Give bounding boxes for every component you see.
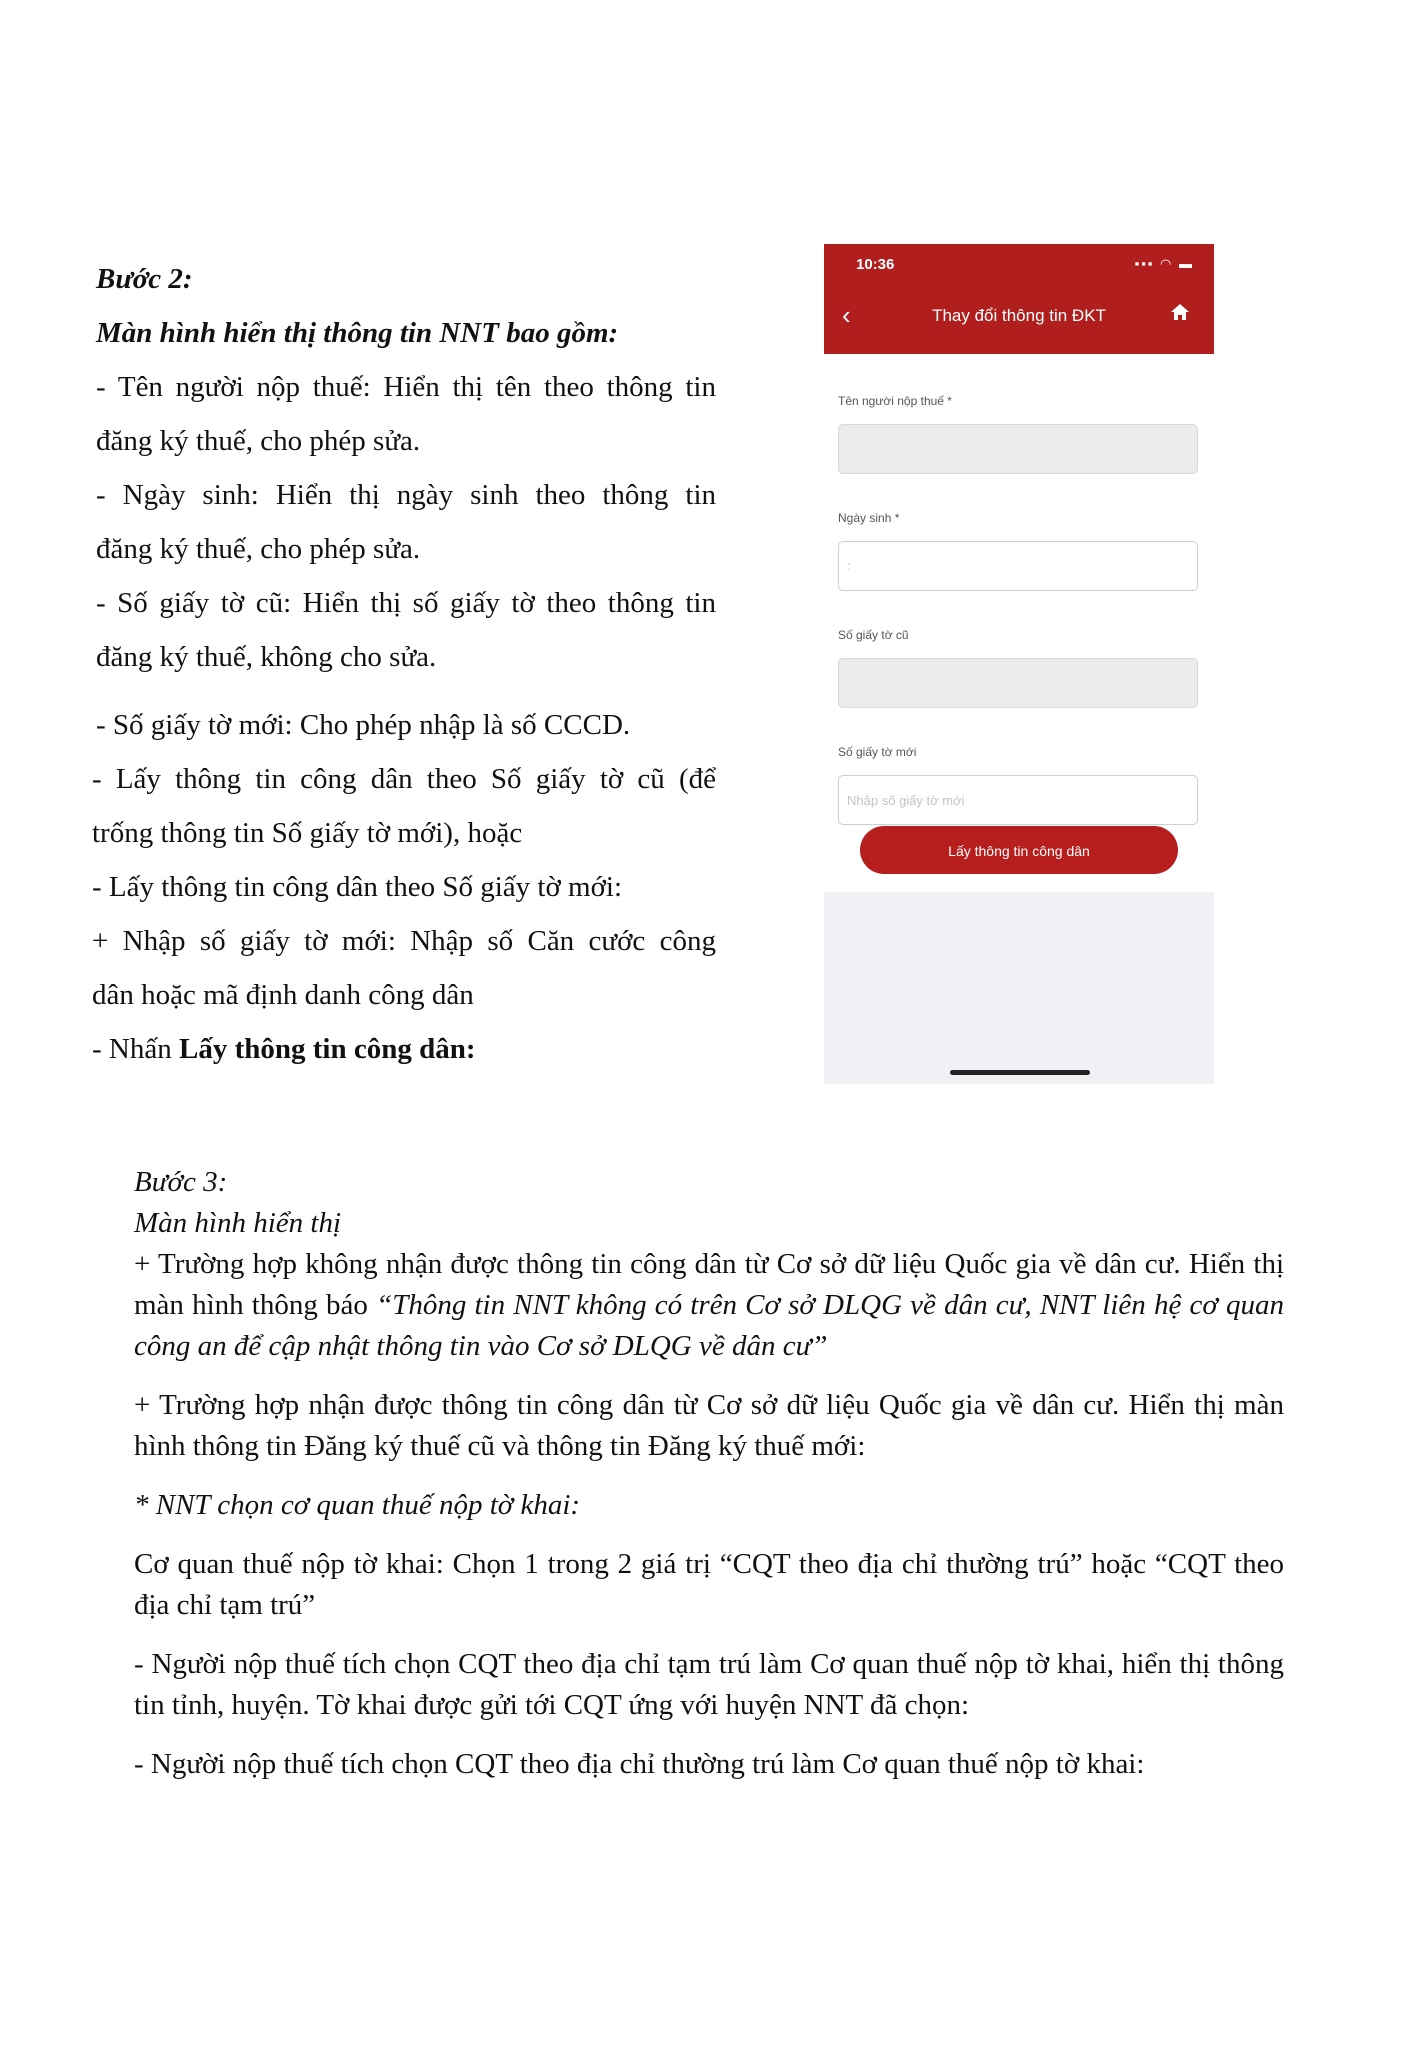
empty-area (824, 892, 1214, 1084)
step2-line-name-b: đăng ký thuế, cho phép sửa. (96, 425, 421, 457)
home-icon[interactable] (1170, 302, 1190, 322)
old-id-label: Số giấy tờ cũ (838, 628, 909, 642)
step2-line-enter-id-a: + Nhập số giấy tờ mới: Nhập số Căn cước công (92, 925, 716, 957)
step3-text-block (134, 1162, 1284, 1785)
step3-para-office-values: Cơ quan thuế nộp tờ khai: Chọn 1 trong 2 giá trị “CQT theo địa chỉ thường trú” hoặc “CQT theo địa chỉ tạm trú” (134, 1548, 1284, 1621)
old-id-field (838, 658, 1198, 708)
step2-press-prefix: - Nhấn (92, 1033, 179, 1065)
step3-subtitle: Màn hình hiển thị (134, 1207, 342, 1239)
step2-line-lookup-old-a: - Lấy thông tin công dân theo Số giấy tờ cũ (để (92, 763, 716, 795)
step2-line-name-a: - Tên người nộp thuế: Hiển thị tên theo thông tin (96, 371, 716, 403)
step3-para-not-found-text: + Trường hợp không nhận được thông tin công dân từ Cơ sở dữ liệu Quốc gia về dân cư. Hiển thị màn hình thông báo (134, 1248, 1284, 1321)
dob-label: Ngày sinh * (838, 511, 900, 525)
step3-para-not-found (134, 1244, 1284, 1367)
step2-line-lookup-old-b: trống thông tin Số giấy tờ mới), hoặc (92, 817, 523, 849)
step2-text-block (92, 252, 716, 1076)
step2-line-enter-id-b: dân hoặc mã định danh công dân (92, 979, 474, 1011)
step2-line-lookup-new: - Lấy thông tin công dân theo Số giấy tờ mới: (92, 871, 623, 903)
taxpayer-name-field[interactable] (838, 424, 1198, 474)
step2-subtitle: Màn hình hiển thị thông tin NNT bao gồm: (96, 317, 619, 349)
step3-title: Bước 3: (134, 1166, 228, 1198)
step2-line-newid: - Số giấy tờ mới: Cho phép nhập là số CCCD. (96, 709, 631, 741)
screen-title: Thay đổi thông tin ĐKT (932, 306, 1106, 325)
get-citizen-info-button[interactable]: Lấy thông tin công dân (860, 826, 1178, 874)
phone-screenshot (824, 244, 1214, 1084)
step2-line-oldid-b: đăng ký thuế, không cho sửa. (96, 641, 437, 673)
step2-title: Bước 2: (96, 263, 193, 295)
taxpayer-name-label: Tên người nộp thuế * (838, 394, 952, 408)
step3-para-not-found-quote: “Thông tin NNT không có trên Cơ sở DLQG về dân cư, NNT liên hệ cơ quan công an để cập nhật thông tin vào Cơ sở DLQG về dân cư” (134, 1289, 1284, 1362)
status-icons: ▪▪▪ ◠ ▬ (1134, 256, 1194, 271)
new-id-input[interactable] (838, 775, 1198, 825)
step3-para-permanent: - Người nộp thuế tích chọn CQT theo địa chỉ thường trú làm Cơ quan thuế nộp tờ khai: (134, 1748, 1145, 1780)
citizen-info-form (838, 394, 1200, 862)
app-header (824, 244, 1214, 354)
step3-para-temporary: - Người nộp thuế tích chọn CQT theo địa chỉ tạm trú làm Cơ quan thuế nộp tờ khai, hiển thị thông tin tỉnh, huyện. Tờ khai được gửi tới CQT ứng với huyện NNT đã chọn: (134, 1648, 1284, 1721)
step2-press-bold: Lấy thông tin công dân: (178, 1033, 476, 1065)
step2-line-dob-a: - Ngày sinh: Hiển thị ngày sinh theo thông tin (96, 479, 716, 511)
step2-line-press-button (92, 1022, 716, 1076)
back-arrow-icon[interactable]: ‹ (842, 300, 851, 330)
step2-line-oldid-a: - Số giấy tờ cũ: Hiển thị số giấy tờ theo thông tin (96, 587, 716, 619)
step3-para-found: + Trường hợp nhận được thông tin công dân từ Cơ sở dữ liệu Quốc gia về dân cư. Hiển thị màn hình thông tin Đăng ký thuế cũ và thông tin Đăng ký thuế mới: (134, 1389, 1284, 1462)
step3-para-choose-office: * NNT chọn cơ quan thuế nộp tờ khai: (134, 1489, 581, 1521)
home-indicator (950, 1070, 1090, 1075)
step2-line-dob-b: đăng ký thuế, cho phép sửa. (96, 533, 421, 565)
dob-field[interactable]: : (838, 541, 1198, 591)
status-time: 10:36 (856, 256, 895, 273)
new-id-label: Số giấy tờ mới (838, 745, 917, 759)
